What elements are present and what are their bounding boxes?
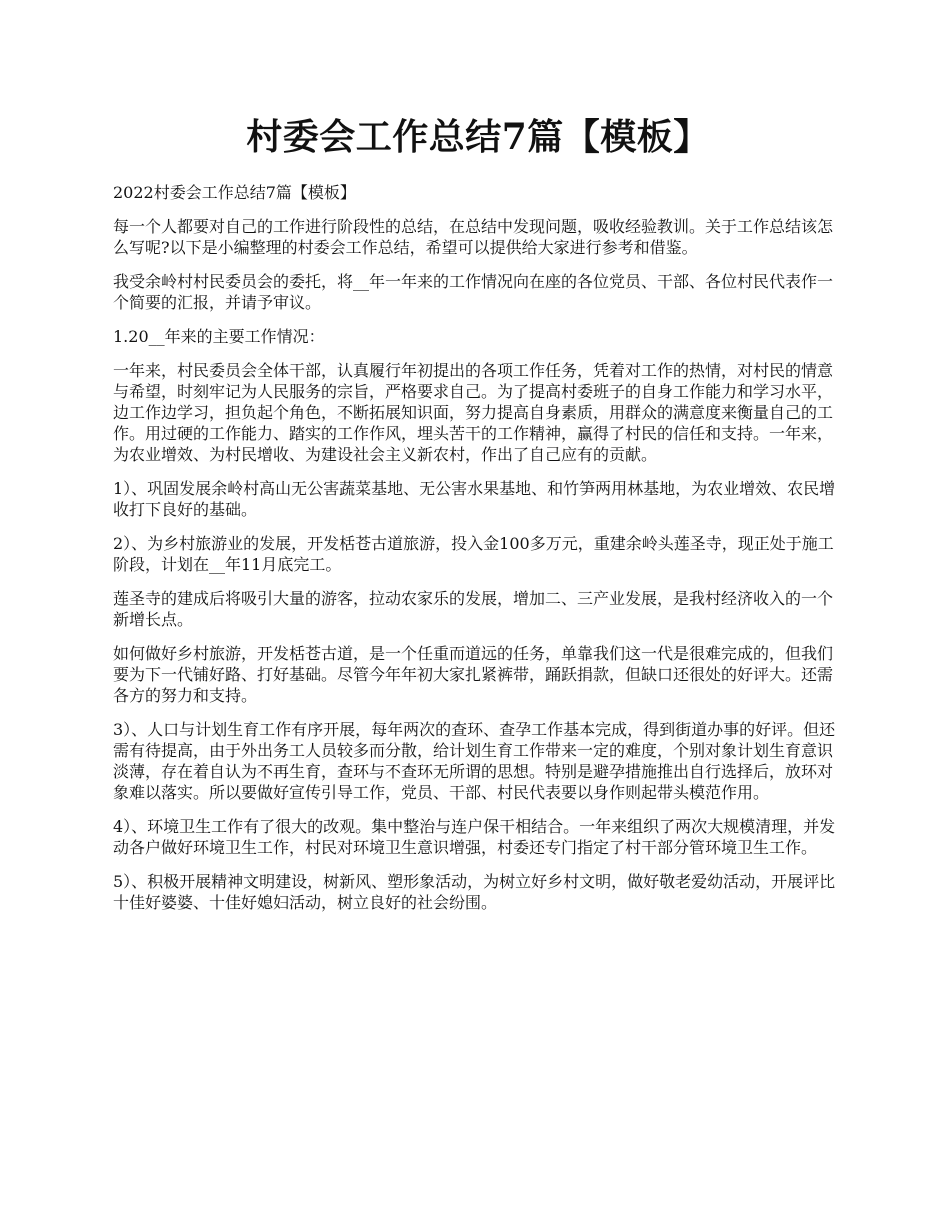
document-title: 村委会工作总结7篇【模板】 bbox=[246, 116, 710, 158]
document-body bbox=[113, 110, 843, 926]
temple-paragraph: 莲圣寺的建成后将吸引大量的游客，拉动农家乐的发展，增加二、三产业发展，是我村经济收入的一个新增长点。 bbox=[113, 589, 834, 629]
item-3-paragraph: 3）、人口与计划生育工作有序开展，每年两次的查环、查孕工作基本完成，得到街道办事的好评。但还需有待提高，由于外出务工人员较多而分散，给计划生育工作带来一定的难度，个别对象计划生育意识淡薄，存在着自认为不再生育，查环与不查环无所谓的思想。特别是避孕措施推出自行选择后，放环对象难以落实。所以要做好宣传引导工作，党员、干部、村民代表要以身作则起带头模范作用。 bbox=[113, 720, 836, 802]
item-5-paragraph: 5）、积极开展精神文明建设，树新风、塑形象活动，为树立好乡村文明，做好敬老爱幼活动，开展评比十佳好婆婆、十佳好媳妇活动，树立良好的社会纷围。 bbox=[113, 872, 836, 912]
summary-paragraph: 一年来，村民委员会全体干部，认真履行年初提出的各项工作任务，凭着对工作的热情，对村民的情意与希望，时刻牢记为人民服务的宗旨，严格要求自己。为了提高村委班子的自身工作能力和学习水平，边工作边学习，担负起个角色，不断拓展知识面，努力提高自身素质，用群众的满意度来衡量自己的工作。用过硬的工作能力、踏实的工作作风，埋头苦干的工作精神，赢得了村民的信任和支持。一年来，为农业增效、为村民增收、为建设社会主义新农村，作出了自己应有的贡献。 bbox=[113, 361, 834, 464]
commission-paragraph: 我受余岭村村民委员会的委托，将__年一年来的工作情况向在座的各位党员、干部、各位村民代表作一个简要的汇报，并请予审议。 bbox=[113, 272, 834, 312]
item-4-paragraph: 4）、环境卫生工作有了很大的改观。集中整治与连户保干相结合。一年来组织了两次大规模清理，并发动各户做好环境卫生工作，村民对环境卫生意识增强，村委还专门指定了村干部分管环境卫生工作。 bbox=[113, 817, 836, 857]
item-1-paragraph: 1）、巩固发展余岭村高山无公害蔬菜基地、无公害水果基地、和竹笋两用林基地，为农业增效、农民增收打下良好的基础。 bbox=[113, 479, 836, 519]
tourism-paragraph: 如何做好乡村旅游，开发栝苍古道，是一个任重而道远的任务，单靠我们这一代是很难完成的，但我们要为下一代铺好路、打好基础。尽管今年年初大家扎紧裤带，踊跃捐款，但缺口还很处的好评大。还需各方的努力和支持。 bbox=[113, 644, 834, 705]
intro-paragraph: 每一个人都要对自己的工作进行阶段性的总结，在总结中发现问题，吸收经验教训。关于工作总结该怎么写呢?以下是小编整理的村委会工作总结，希望可以提供给大家进行参考和借鉴。 bbox=[113, 217, 834, 257]
section-heading: 1.20__年来的主要工作情况： bbox=[113, 327, 325, 346]
item-2-paragraph: 2）、为乡村旅游业的发展，开发栝苍古道旅游，投入金100多万元，重建余岭头莲圣寺，现正处于施工阶段，计划在__年11月底完工。 bbox=[113, 534, 834, 574]
subtitle-paragraph: 2022村委会工作总结7篇【模板】 bbox=[113, 183, 356, 202]
